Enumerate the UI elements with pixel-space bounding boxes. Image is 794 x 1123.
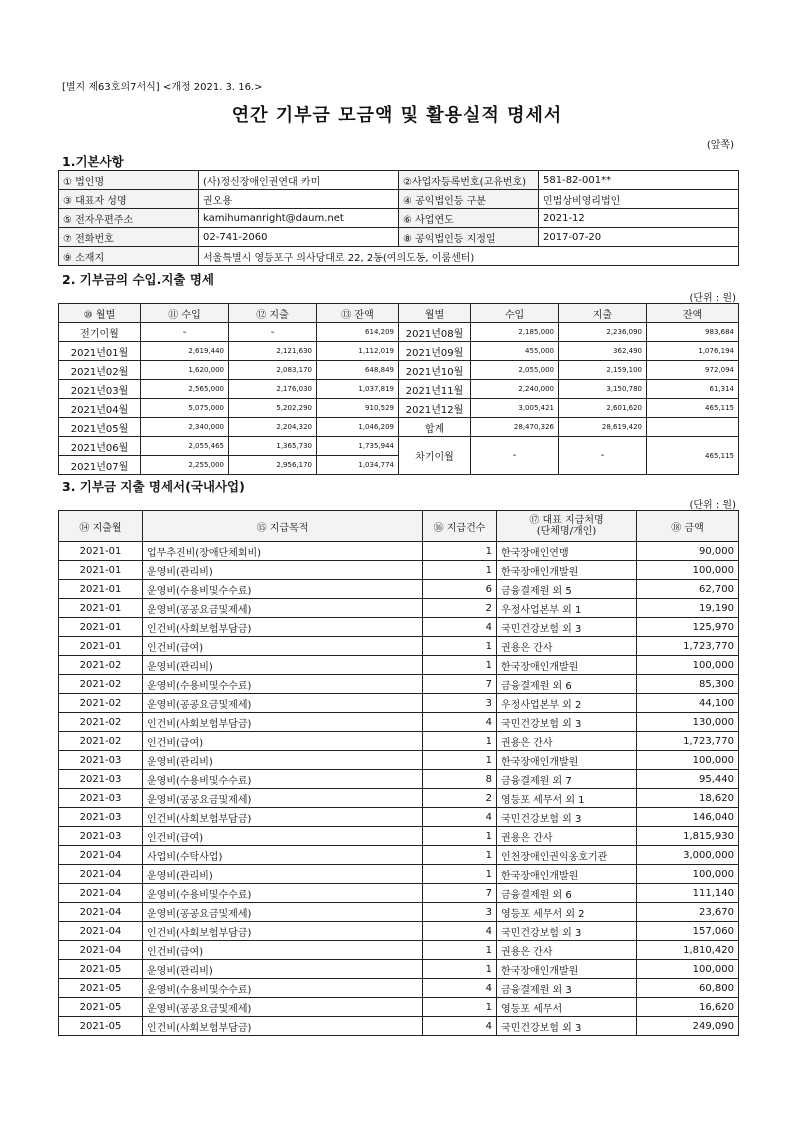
- info-row: [59, 209, 739, 228]
- payee-cell: 권용은 간사: [497, 827, 637, 846]
- domestic-expenditure-table: [58, 510, 739, 1036]
- table-row: [59, 580, 739, 599]
- info-label: ⑦ 전화번호: [59, 228, 199, 247]
- month-cell: 2021년11월: [399, 380, 471, 399]
- expense-cell: 2,159,100: [559, 361, 647, 380]
- purpose-cell: 운영비(관리비): [143, 960, 423, 979]
- table-row: [59, 380, 739, 399]
- section2-heading: 2. 기부금의 수입.지출 명세: [62, 272, 215, 287]
- purpose-cell: 인건비(사회보험부담금): [143, 1017, 423, 1036]
- count-cell: 8: [423, 770, 497, 789]
- table-row: [59, 323, 739, 342]
- section3-unit: (단위 : 원): [689, 500, 736, 511]
- info-value: 581-82-001**: [539, 171, 739, 190]
- amount-cell: 111,140: [637, 884, 739, 903]
- purpose-cell: 인건비(사회보험부담금): [143, 618, 423, 637]
- expense-month-cell: 2021-01: [59, 618, 143, 637]
- table-row: [59, 808, 739, 827]
- table-row: [59, 751, 739, 770]
- table-row: [59, 418, 739, 437]
- purpose-cell: 인건비(급여): [143, 827, 423, 846]
- address-value: 서울특별시 영등포구 의사당대로 22, 2동(여의도동, 이룸센터): [199, 247, 739, 266]
- carry-next-month: 차기이월: [399, 437, 471, 475]
- expense-month-cell: 2021-04: [59, 884, 143, 903]
- address-label: ⑨ 소재지: [59, 247, 199, 266]
- col-header-purpose: ⑮ 지급목적: [143, 511, 423, 542]
- table-row: [59, 865, 739, 884]
- purpose-cell: 운영비(공공요금및제세): [143, 903, 423, 922]
- info-label: ⑥ 사업연도: [399, 209, 539, 228]
- balance-cell: 910,529: [317, 399, 399, 418]
- payee-cell: 한국장애인개발원: [497, 751, 637, 770]
- form-reference: [별지 제63호의7서식] <개정 2021. 3. 16.>: [62, 82, 263, 93]
- count-cell: 4: [423, 618, 497, 637]
- table-row: [59, 599, 739, 618]
- expense-cell: 2,176,030: [229, 380, 317, 399]
- balance-cell: 972,094: [647, 361, 739, 380]
- amount-cell: 1,723,770: [637, 732, 739, 751]
- count-cell: 1: [423, 941, 497, 960]
- count-cell: 4: [423, 922, 497, 941]
- amount-cell: 100,000: [637, 960, 739, 979]
- amount-cell: 100,000: [637, 751, 739, 770]
- expense-month-cell: 2021-02: [59, 732, 143, 751]
- month-cell: 2021년01월: [59, 342, 141, 361]
- info-row: [59, 190, 739, 209]
- front-side-label: (앞쪽): [706, 140, 734, 151]
- amount-cell: 100,000: [637, 865, 739, 884]
- expense-month-cell: 2021-05: [59, 1017, 143, 1036]
- expense-cell: 2,083,170: [229, 361, 317, 380]
- carry-next-income: -: [471, 437, 559, 475]
- balance-cell: 1,046,209: [317, 418, 399, 437]
- info-label: ④ 공익법인등 구분: [399, 190, 539, 209]
- expense-month-cell: 2021-01: [59, 542, 143, 561]
- expense-month-cell: 2021-05: [59, 960, 143, 979]
- col-header: ⑪ 수입: [141, 304, 229, 323]
- purpose-cell: 운영비(수용비및수수료): [143, 884, 423, 903]
- section1-heading: 1.기본사항: [62, 154, 124, 169]
- table-row: [59, 846, 739, 865]
- expense-month-cell: 2021-02: [59, 694, 143, 713]
- payee-cell: 권용은 간사: [497, 941, 637, 960]
- info-value: 2017-07-20: [539, 228, 739, 247]
- expense-month-cell: 2021-02: [59, 656, 143, 675]
- table-row: [59, 713, 739, 732]
- count-cell: 1: [423, 542, 497, 561]
- income-cell: -: [141, 323, 229, 342]
- purpose-cell: 인건비(사회보험부담금): [143, 808, 423, 827]
- payee-cell: 국민건강보험 외 3: [497, 713, 637, 732]
- balance-cell: 1,076,194: [647, 342, 739, 361]
- balance-cell: 614,209: [317, 323, 399, 342]
- count-cell: 1: [423, 561, 497, 580]
- section2-unit: (단위 : 원): [689, 293, 736, 304]
- table-row: [59, 637, 739, 656]
- table-row: [59, 998, 739, 1017]
- count-cell: 7: [423, 675, 497, 694]
- expense-month-cell: 2021-05: [59, 979, 143, 998]
- table-row: [59, 361, 739, 380]
- month-cell: 2021년08월: [399, 323, 471, 342]
- purpose-cell: 운영비(공공요금및제세): [143, 789, 423, 808]
- amount-cell: 23,670: [637, 903, 739, 922]
- payee-cell: 한국장애인개발원: [497, 865, 637, 884]
- purpose-cell: 운영비(수용비및수수료): [143, 770, 423, 789]
- month-cell: 2021년06월: [59, 437, 141, 456]
- count-cell: 1: [423, 865, 497, 884]
- table-row: [59, 542, 739, 561]
- expense-month-cell: 2021-04: [59, 846, 143, 865]
- col-header-count: ⑯ 지급건수: [423, 511, 497, 542]
- income-cell: 2,340,000: [141, 418, 229, 437]
- table-row: [59, 694, 739, 713]
- payee-cell: 우정사업본부 외 1: [497, 599, 637, 618]
- month-cell: 2021년02월: [59, 361, 141, 380]
- payee-cell: 한국장애인개발원: [497, 561, 637, 580]
- amount-cell: 1,810,420: [637, 941, 739, 960]
- purpose-cell: 운영비(관리비): [143, 561, 423, 580]
- balance-cell: 61,314: [647, 380, 739, 399]
- col-header-month: ⑭ 지출월: [59, 511, 143, 542]
- payee-cell: 권용은 간사: [497, 732, 637, 751]
- amount-cell: 95,440: [637, 770, 739, 789]
- payee-cell: 우정사업본부 외 2: [497, 694, 637, 713]
- amount-cell: 1,815,930: [637, 827, 739, 846]
- month-cell: 2021년04월: [59, 399, 141, 418]
- payee-cell: 금융결제원 외 3: [497, 979, 637, 998]
- payee-cell: 한국장애인연맹: [497, 542, 637, 561]
- expense-month-cell: 2021-02: [59, 675, 143, 694]
- expense-month-cell: 2021-04: [59, 865, 143, 884]
- col-header: ⑩ 월별: [59, 304, 141, 323]
- expense-cell: 2,204,320: [229, 418, 317, 437]
- table-row: [59, 922, 739, 941]
- purpose-cell: 운영비(공공요금및제세): [143, 694, 423, 713]
- amount-cell: 1,723,770: [637, 637, 739, 656]
- expense-cell: 362,490: [559, 342, 647, 361]
- month-cell: 2021년05월: [59, 418, 141, 437]
- expense-cell: 2,956,170: [229, 456, 317, 475]
- income-cell: 2,240,000: [471, 380, 559, 399]
- col-header: 월별: [399, 304, 471, 323]
- expense-month-cell: 2021-04: [59, 922, 143, 941]
- balance-cell: 1,037,819: [317, 380, 399, 399]
- expense-month-cell: 2021-03: [59, 808, 143, 827]
- expense-month-cell: 2021-04: [59, 941, 143, 960]
- col-header: ⑬ 잔액: [317, 304, 399, 323]
- income-cell: 455,000: [471, 342, 559, 361]
- purpose-cell: 운영비(수용비및수수료): [143, 979, 423, 998]
- purpose-cell: 인건비(사회보험부담금): [143, 922, 423, 941]
- col-header-payee-title: ⑰ 대표 지급처명: [529, 515, 604, 526]
- col-header: 수입: [471, 304, 559, 323]
- month-cell: 2021년12월: [399, 399, 471, 418]
- table-row: [59, 561, 739, 580]
- table-row: [59, 903, 739, 922]
- purpose-cell: 운영비(수용비및수수료): [143, 580, 423, 599]
- count-cell: 4: [423, 713, 497, 732]
- amount-cell: 157,060: [637, 922, 739, 941]
- col-header: 잔액: [647, 304, 739, 323]
- table-row: [59, 941, 739, 960]
- balance-cell: 648,849: [317, 361, 399, 380]
- info-value: (사)정신장애인권연대 카미: [199, 171, 399, 190]
- col-header-payee: [497, 511, 637, 542]
- expense-cell: 3,150,780: [559, 380, 647, 399]
- payee-cell: 한국장애인개발원: [497, 960, 637, 979]
- count-cell: 1: [423, 846, 497, 865]
- purpose-cell: 운영비(공공요금및제세): [143, 998, 423, 1017]
- basic-info-table: [58, 170, 739, 266]
- payee-cell: 한국장애인개발원: [497, 656, 637, 675]
- month-cell: 2021년10월: [399, 361, 471, 380]
- expense-cell: 5,202,290: [229, 399, 317, 418]
- amount-cell: 130,000: [637, 713, 739, 732]
- income-expense-table: [58, 303, 739, 475]
- count-cell: 1: [423, 827, 497, 846]
- count-cell: 1: [423, 656, 497, 675]
- income-cell: 5,075,000: [141, 399, 229, 418]
- count-cell: 7: [423, 884, 497, 903]
- month-cell: 2021년07월: [59, 456, 141, 475]
- balance-cell: [647, 418, 739, 437]
- payee-cell: 영등포 세무서 외 2: [497, 903, 637, 922]
- col-header: ⑫ 지출: [229, 304, 317, 323]
- count-cell: 3: [423, 903, 497, 922]
- payee-cell: 금융결제원 외 6: [497, 884, 637, 903]
- table-row: [59, 789, 739, 808]
- col-header: 지출: [559, 304, 647, 323]
- amount-cell: 146,040: [637, 808, 739, 827]
- expense-month-cell: 2021-03: [59, 789, 143, 808]
- purpose-cell: 인건비(급여): [143, 732, 423, 751]
- info-value: 민법상비영리법인: [539, 190, 739, 209]
- col-header-payee-sub: (단체명/개인): [536, 526, 597, 537]
- amount-cell: 18,620: [637, 789, 739, 808]
- info-value: 권오용: [199, 190, 399, 209]
- expense-cell: 1,365,730: [229, 437, 317, 456]
- expense-month-cell: 2021-02: [59, 713, 143, 732]
- income-cell: 2,055,000: [471, 361, 559, 380]
- info-row: [59, 228, 739, 247]
- info-label: ⑤ 전자우편주소: [59, 209, 199, 228]
- table-row: [59, 979, 739, 998]
- info-label: ③ 대표자 성명: [59, 190, 199, 209]
- count-cell: 1: [423, 751, 497, 770]
- payee-cell: 금융결제원 외 5: [497, 580, 637, 599]
- income-cell: 2,565,000: [141, 380, 229, 399]
- count-cell: 2: [423, 789, 497, 808]
- info-value: kamihumanright@daum.net: [199, 209, 399, 228]
- amount-cell: 44,100: [637, 694, 739, 713]
- income-cell: 2,619,440: [141, 342, 229, 361]
- count-cell: 3: [423, 694, 497, 713]
- balance-cell: 1,735,944: [317, 437, 399, 456]
- payee-cell: 국민건강보험 외 3: [497, 1017, 637, 1036]
- expense-month-cell: 2021-04: [59, 903, 143, 922]
- count-cell: 1: [423, 960, 497, 979]
- month-cell: 2021년09월: [399, 342, 471, 361]
- expense-month-cell: 2021-03: [59, 770, 143, 789]
- payee-cell: 영등포 세무서 외 1: [497, 789, 637, 808]
- info-value: 2021-12: [539, 209, 739, 228]
- amount-cell: 100,000: [637, 561, 739, 580]
- count-cell: 4: [423, 808, 497, 827]
- amount-cell: 85,300: [637, 675, 739, 694]
- info-label: ⑧ 공익법인등 지정일: [399, 228, 539, 247]
- month-cell: 합계: [399, 418, 471, 437]
- balance-cell: 983,684: [647, 323, 739, 342]
- table-row: [59, 342, 739, 361]
- payee-cell: 금융결제원 외 7: [497, 770, 637, 789]
- count-cell: 4: [423, 1017, 497, 1036]
- income-cell: 2,255,000: [141, 456, 229, 475]
- table-row: [59, 884, 739, 903]
- expense-month-cell: 2021-03: [59, 827, 143, 846]
- table-row: [59, 618, 739, 637]
- carry-next-expense: -: [559, 437, 647, 475]
- income-cell: 2,185,000: [471, 323, 559, 342]
- amount-cell: 125,970: [637, 618, 739, 637]
- payee-cell: 금융결제원 외 6: [497, 675, 637, 694]
- purpose-cell: 인건비(급여): [143, 637, 423, 656]
- table-row: [59, 1017, 739, 1036]
- income-cell: 1,620,000: [141, 361, 229, 380]
- expense-cell: 2,601,620: [559, 399, 647, 418]
- balance-cell: 1,034,774: [317, 456, 399, 475]
- table-row: [59, 732, 739, 751]
- expense-cell: 2,121,630: [229, 342, 317, 361]
- payee-cell: 권용은 간사: [497, 637, 637, 656]
- purpose-cell: 업무추진비(장애단체회비): [143, 542, 423, 561]
- table-row: [59, 827, 739, 846]
- info-row-address: [59, 247, 739, 266]
- amount-cell: 60,800: [637, 979, 739, 998]
- count-cell: 6: [423, 580, 497, 599]
- table-row: [59, 399, 739, 418]
- count-cell: 1: [423, 998, 497, 1017]
- amount-cell: 16,620: [637, 998, 739, 1017]
- expense-month-cell: 2021-05: [59, 998, 143, 1017]
- income-cell: 28,470,326: [471, 418, 559, 437]
- expense-month-cell: 2021-01: [59, 637, 143, 656]
- purpose-cell: 운영비(관리비): [143, 656, 423, 675]
- col-header-amount: ⑱ 금액: [637, 511, 739, 542]
- amount-cell: 249,090: [637, 1017, 739, 1036]
- count-cell: 2: [423, 599, 497, 618]
- payee-cell: 인천장애인권익옹호기관: [497, 846, 637, 865]
- amount-cell: 3,000,000: [637, 846, 739, 865]
- payee-cell: 국민건강보험 외 3: [497, 922, 637, 941]
- expense-cell: -: [229, 323, 317, 342]
- expense-month-cell: 2021-01: [59, 580, 143, 599]
- purpose-cell: 운영비(관리비): [143, 751, 423, 770]
- purpose-cell: 사업비(수탁사업): [143, 846, 423, 865]
- balance-cell: 465,115: [647, 399, 739, 418]
- count-cell: 1: [423, 732, 497, 751]
- purpose-cell: 운영비(공공요금및제세): [143, 599, 423, 618]
- table-row: [59, 960, 739, 979]
- payee-cell: 영등포 세무서: [497, 998, 637, 1017]
- carry-next-balance: 465,115: [647, 437, 739, 475]
- balance-cell: 1,112,019: [317, 342, 399, 361]
- payee-cell: 국민건강보험 외 3: [497, 618, 637, 637]
- expense-cell: 28,619,420: [559, 418, 647, 437]
- amount-cell: 90,000: [637, 542, 739, 561]
- expense-month-cell: 2021-03: [59, 751, 143, 770]
- amount-cell: 62,700: [637, 580, 739, 599]
- table-row: [59, 675, 739, 694]
- purpose-cell: 인건비(사회보험부담금): [143, 713, 423, 732]
- count-cell: 4: [423, 979, 497, 998]
- info-label: ②사업자등록번호(고유번호): [399, 171, 539, 190]
- table-row: [59, 437, 739, 456]
- expense-month-cell: 2021-01: [59, 599, 143, 618]
- purpose-cell: 운영비(관리비): [143, 865, 423, 884]
- amount-cell: 100,000: [637, 656, 739, 675]
- count-cell: 1: [423, 637, 497, 656]
- month-cell: 2021년03월: [59, 380, 141, 399]
- table-row: [59, 656, 739, 675]
- purpose-cell: 운영비(수용비및수수료): [143, 675, 423, 694]
- purpose-cell: 인건비(급여): [143, 941, 423, 960]
- section3-heading: 3. 기부금 지출 명세서(국내사업): [62, 479, 245, 494]
- info-value: 02-741-2060: [199, 228, 399, 247]
- payee-cell: 국민건강보험 외 3: [497, 808, 637, 827]
- amount-cell: 19,190: [637, 599, 739, 618]
- page-title: 연간 기부금 모금액 및 활용실적 명세서: [231, 105, 563, 126]
- expense-month-cell: 2021-01: [59, 561, 143, 580]
- month-cell: 전기이월: [59, 323, 141, 342]
- info-label: ① 법인명: [59, 171, 199, 190]
- expense-cell: 2,236,090: [559, 323, 647, 342]
- table-row: [59, 770, 739, 789]
- income-cell: 3,005,421: [471, 399, 559, 418]
- income-cell: 2,055,465: [141, 437, 229, 456]
- info-row: [59, 171, 739, 190]
